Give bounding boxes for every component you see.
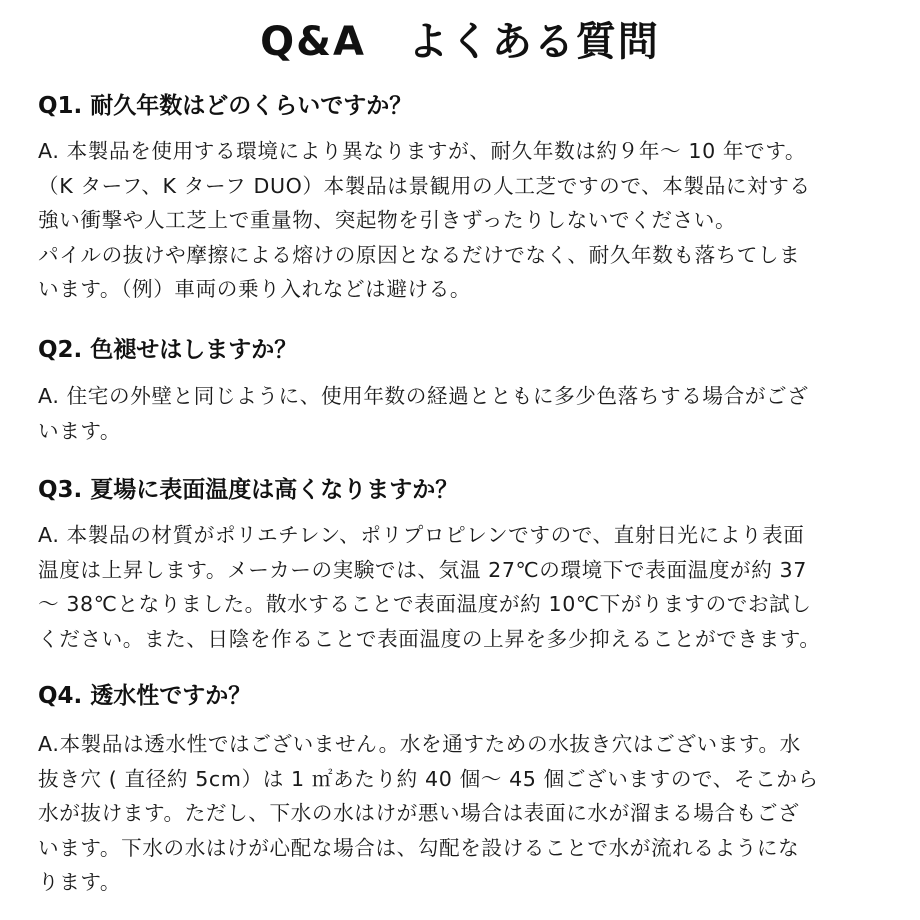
faq-question-2: Q2. 色褪せはしますか？ <box>38 337 298 363</box>
answer-line: ～ 38℃となりました。散水することで表面温度が約 10℃下がりますのでお試し <box>38 592 812 616</box>
answer-line: A. 住宅の外壁と同じように、使用年数の経過とともに多少色落ちする場合がござ <box>38 384 809 408</box>
answer-line: います。（例）車両の乗り入れなどは避ける。 <box>38 277 472 301</box>
answer-line: 水が抜けます。ただし、下水の水はけが悪い場合は表面に水が溜まる場合もござ <box>38 801 800 825</box>
answer-line: パイルの抜けや摩擦による熔けの原因となるだけでなく、耐久年数も落ちてしま <box>38 242 801 267</box>
faq-question-1: Q1. 耐久年数はどのくらいですか？ <box>38 93 413 119</box>
faq-question-4: Q4. 透水性ですか？ <box>38 683 252 709</box>
faq-answer-4 <box>38 727 898 900</box>
answer-line: 温度は上昇します。メーカーの実験では、気温 27℃の環境下で表面温度が約 37 <box>38 557 807 582</box>
faq-answer-2 <box>38 379 898 448</box>
answer-line: ります。 <box>38 870 122 894</box>
answer-line: 抜き穴 ( 直径約 5cm）は 1 ㎡あたり約 40 個～ 45 個ございますので、そこから <box>38 766 819 791</box>
faq-answer-1 <box>38 134 898 307</box>
answer-line: （K ターフ、K ターフ DUO）本製品は景観用の人工芝ですので、本製品に対する <box>38 173 811 198</box>
page-title: Q&A よくある質問 <box>260 19 660 65</box>
answer-line: A. 本製品を使用する環境により異なりますが、耐久年数は約９年～ 10 年です。 <box>38 139 807 163</box>
answer-line: います。下水の水はけが心配な場合は、勾配を設けることで水が流れるようにな <box>38 835 800 860</box>
faq-question-3: Q3. 夏場に表面温度は高くなりますか？ <box>38 477 459 503</box>
answer-line: います。 <box>38 418 122 443</box>
faq-answer-3 <box>38 518 898 656</box>
answer-line: ください。また、日陰を作ることで表面温度の上昇を多少抑えることができます。 <box>38 626 821 651</box>
answer-line: 強い衝撃や人工芝上で重量物、突起物を引きずったりしないでください。 <box>38 208 737 232</box>
answer-line: A.本製品は透水性ではございません。水を通すための水抜き穴はございます。水 <box>38 732 801 756</box>
answer-line: A. 本製品の材質がポリエチレン、ポリプロピレンですので、直射日光により表面 <box>38 523 805 547</box>
